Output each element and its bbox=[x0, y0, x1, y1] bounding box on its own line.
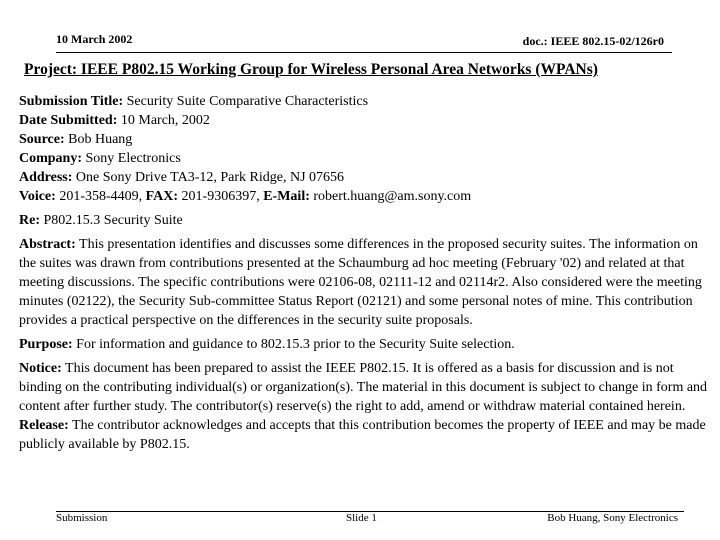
address-label: Address: bbox=[19, 170, 73, 185]
submission-title-label: Submission Title: bbox=[19, 94, 124, 109]
company-value: Sony Electronics bbox=[82, 151, 181, 166]
footer-slide-number: Slide 1 bbox=[346, 512, 377, 524]
re-label: Re: bbox=[19, 213, 40, 228]
email-value: robert.huang@am.sony.com bbox=[309, 189, 472, 204]
source-line bbox=[19, 130, 709, 149]
purpose-label: Purpose: bbox=[19, 337, 73, 352]
notice-paragraph bbox=[19, 359, 709, 416]
fax-label: FAX: bbox=[145, 189, 179, 204]
footer-author: Bob Huang, Sony Electronics bbox=[547, 512, 678, 524]
footer-submission: Submission bbox=[56, 512, 108, 524]
date-submitted-label: Date Submitted: bbox=[19, 113, 118, 128]
source-label: Source: bbox=[19, 132, 65, 147]
notice-text: This document has been prepared to assist the IEEE P802.15. It is offered as a basis for discussion and is not binding on the contributing individual(s) or organization(s). The material in this document is subject to change in form and content after further study. The contributor(s) reserve(s) the right to add, amend or withdraw material contained herein. bbox=[19, 361, 708, 414]
fax-value: 201-9306397, bbox=[178, 189, 264, 204]
date-submitted-value: 10 March, 2002 bbox=[117, 113, 210, 128]
header-date: 10 March 2002 bbox=[56, 32, 133, 46]
abstract-label: Abstract: bbox=[19, 237, 76, 252]
re-value: P802.15.3 Security Suite bbox=[40, 213, 183, 228]
email-label: E-Mail: bbox=[263, 189, 310, 204]
notice-label: Notice: bbox=[19, 361, 62, 376]
voice-label: Voice: bbox=[19, 189, 56, 204]
header-doc-id: doc.: IEEE 802.15-02/126r0 bbox=[522, 34, 664, 48]
release-paragraph bbox=[19, 416, 709, 454]
contact-line bbox=[19, 187, 709, 206]
re-line bbox=[19, 211, 709, 230]
company-label: Company: bbox=[19, 151, 83, 166]
date-submitted-line bbox=[19, 111, 709, 130]
header-divider bbox=[56, 52, 672, 53]
purpose-paragraph bbox=[19, 335, 709, 354]
submission-title-line bbox=[19, 92, 709, 111]
project-title: Project: IEEE P802.15 Working Group for Wireless Personal Area Networks (WPANs) bbox=[24, 61, 598, 78]
address-line bbox=[19, 168, 709, 187]
address-value: One Sony Drive TA3-12, Park Ridge, NJ 07656 bbox=[72, 170, 345, 185]
company-line bbox=[19, 149, 709, 168]
submission-title-value: Security Suite Comparative Characteristics bbox=[123, 94, 369, 109]
voice-value: 201-358-4409, bbox=[55, 189, 146, 204]
slide-body bbox=[19, 92, 709, 454]
abstract-text: This presentation identifies and discusses some differences in the proposed security suites. The information on the suites was drawn from contributions presented at the Schaumburg ad hoc meeting (February '02) and related at that meeting discussions. The specific contributions were 02106-08, 02111-12 and 02114r2. Also considered were the meeting minutes (02122), the Security Sub-committee Status Report (02121) and some personal notes of mine. This contribution provides a practical perspective on the differences in the security suite proposals. bbox=[19, 237, 702, 328]
source-value: Bob Huang bbox=[64, 132, 133, 147]
release-text: The contributor acknowledges and accepts that this contribution becomes the property of IEEE and may be made publicly available by P802.15. bbox=[19, 418, 706, 452]
release-label: Release: bbox=[19, 418, 69, 433]
abstract-paragraph bbox=[19, 235, 709, 330]
purpose-text: For information and guidance to 802.15.3 prior to the Security Suite selection. bbox=[72, 337, 515, 352]
